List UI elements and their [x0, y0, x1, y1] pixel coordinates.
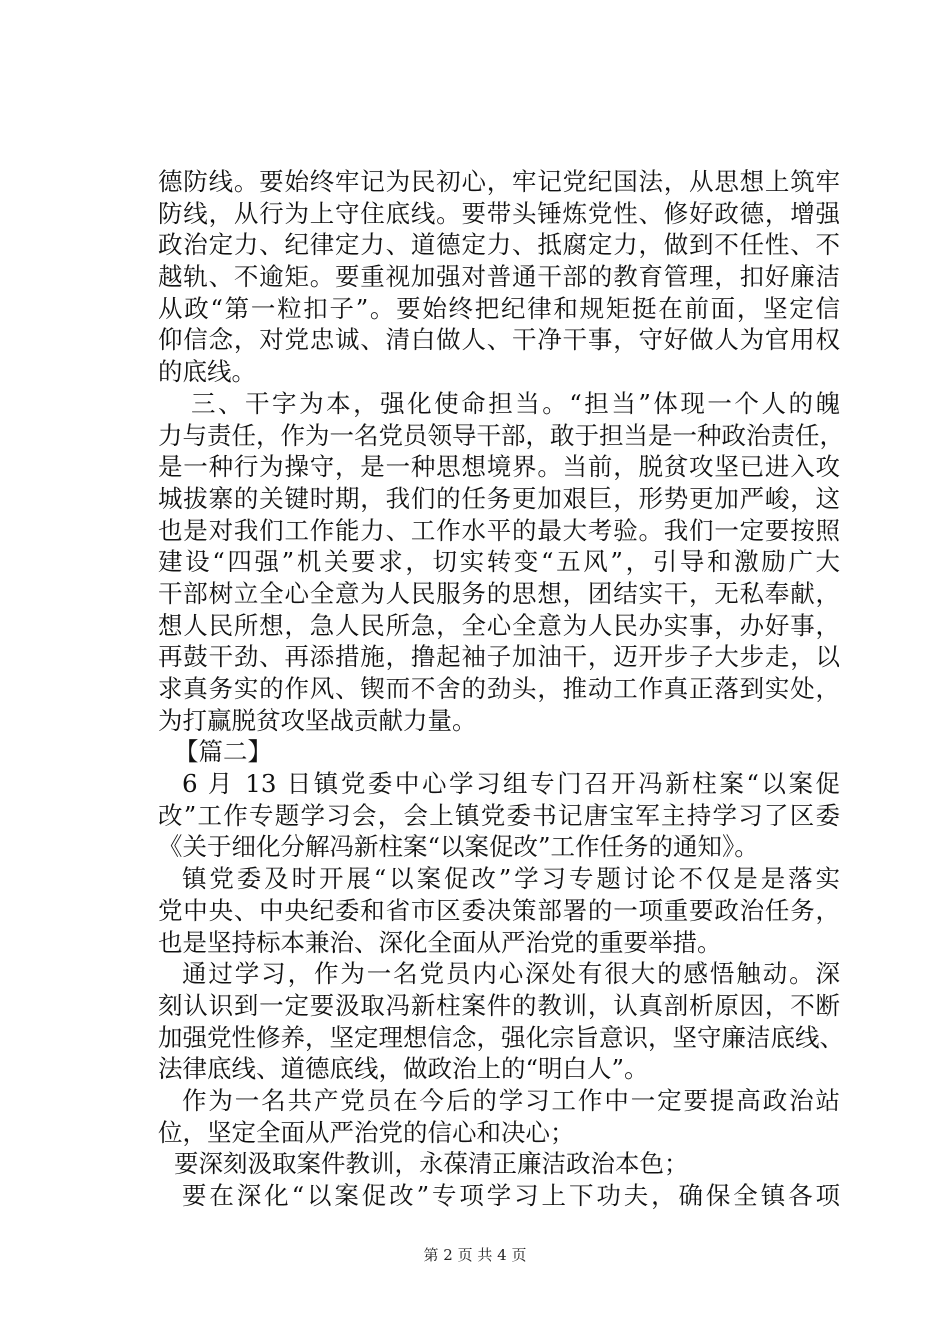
page-number-footer: 第 2 页 共 4 页 [423, 1246, 527, 1264]
text-line: 是一种行为操守，是一种思想境界。当前，脱贫攻坚已进入攻 [158, 452, 840, 482]
text-line: 城拔寨的关键时期，我们的任务更加艰巨，形势更加严峻，这 [158, 483, 840, 513]
text-line: 位，坚定全面从严治党的信心和决心； [158, 1117, 575, 1147]
text-line: 为打赢脱贫攻坚战贡献力量。 [158, 705, 477, 735]
text-line: 镇党委及时开展“以案促改”学习专题讨论不仅是是落实 [182, 864, 840, 894]
text-line: 从政“第一粒扣子”。要始终把纪律和规矩挺在前面，坚定信 [158, 293, 840, 323]
text-line: 德防线。要始终牢记为民初心，牢记党纪国法，从思想上筑牢 [158, 167, 840, 196]
text-line: 要深刻汲取案件教训，永葆清正廉洁政治本色； [174, 1149, 689, 1179]
text-line: 防线，从行为上守住底线。要带头锤炼党性、修好政德，增强 [158, 198, 840, 228]
text-line: 越轨、不逾矩。要重视加强对普通干部的教育管理，扣好廉洁 [158, 262, 840, 292]
part-heading: 【篇二】 [174, 737, 272, 767]
text-line: 想人民所想，急人民所急，全心全意为人民办实事，办好事， [158, 610, 840, 640]
text-line: 干部树立全心全意为人民服务的思想，团结实干，无私奉献， [158, 578, 840, 608]
text-line: 也是坚持标本兼治、深化全面从严治党的重要举措。 [158, 927, 722, 957]
text-line: 加强党性修养，坚定理想信念，强化宗旨意识，坚守廉洁底线、 [158, 1022, 844, 1052]
text-line: 力与责任，作为一名党员领导干部，敢于担当是一种政治责任， [158, 420, 844, 450]
text-line: 党中央、中央纪委和省市区委决策部署的一项重要政治任务， [158, 895, 840, 925]
text-line: 建设“四强”机关要求，切实转变“五风”，引导和激励广大 [158, 547, 840, 577]
text-line: 要在深化“以案促改”专项学习上下功夫，确保全镇各项 [182, 1181, 840, 1210]
text-line: 的底线。 [158, 357, 256, 387]
text-line: 6 月 13 日镇党委中心学习组专门召开冯新柱案“以案促 [182, 769, 840, 799]
document-body [158, 166, 844, 1212]
text-line: 再鼓干劲、再添措施，撸起袖子加油干，迈开步子大步走，以 [158, 642, 840, 672]
text-line: 刻认识到一定要汲取冯新柱案件的教训，认真剖析原因，不断 [158, 990, 840, 1020]
text-line: 也是对我们工作能力、工作水平的最大考验。我们一定要按照 [158, 515, 840, 545]
section-heading-line: 三、干字为本，强化使命担当。“担当”体现一个人的魄 [191, 388, 840, 418]
text-line: 政治定力、纪律定力、道德定力、抵腐定力，做到不任性、不 [158, 230, 840, 260]
text-line: 仰信念，对党忠诚、清白做人、干净干事，守好做人为官用权 [158, 325, 840, 355]
text-line: 改”工作专题学习会，会上镇党委书记唐宝军主持学习了区委 [158, 800, 840, 830]
text-line: 作为一名共产党员在今后的学习工作中一定要提高政治站 [182, 1085, 840, 1115]
text-line: 法律底线、道德底线，做政治上的“明白人”。 [158, 1054, 649, 1084]
text-line: 求真务实的作风、锲而不舍的劲头，推动工作真正落到实处， [158, 674, 840, 703]
text-line: 《关于细化分解冯新柱案“以案促改”工作任务的通知》。 [158, 832, 759, 862]
text-line: 通过学习，作为一名党员内心深处有很大的感悟触动。深 [182, 959, 840, 989]
